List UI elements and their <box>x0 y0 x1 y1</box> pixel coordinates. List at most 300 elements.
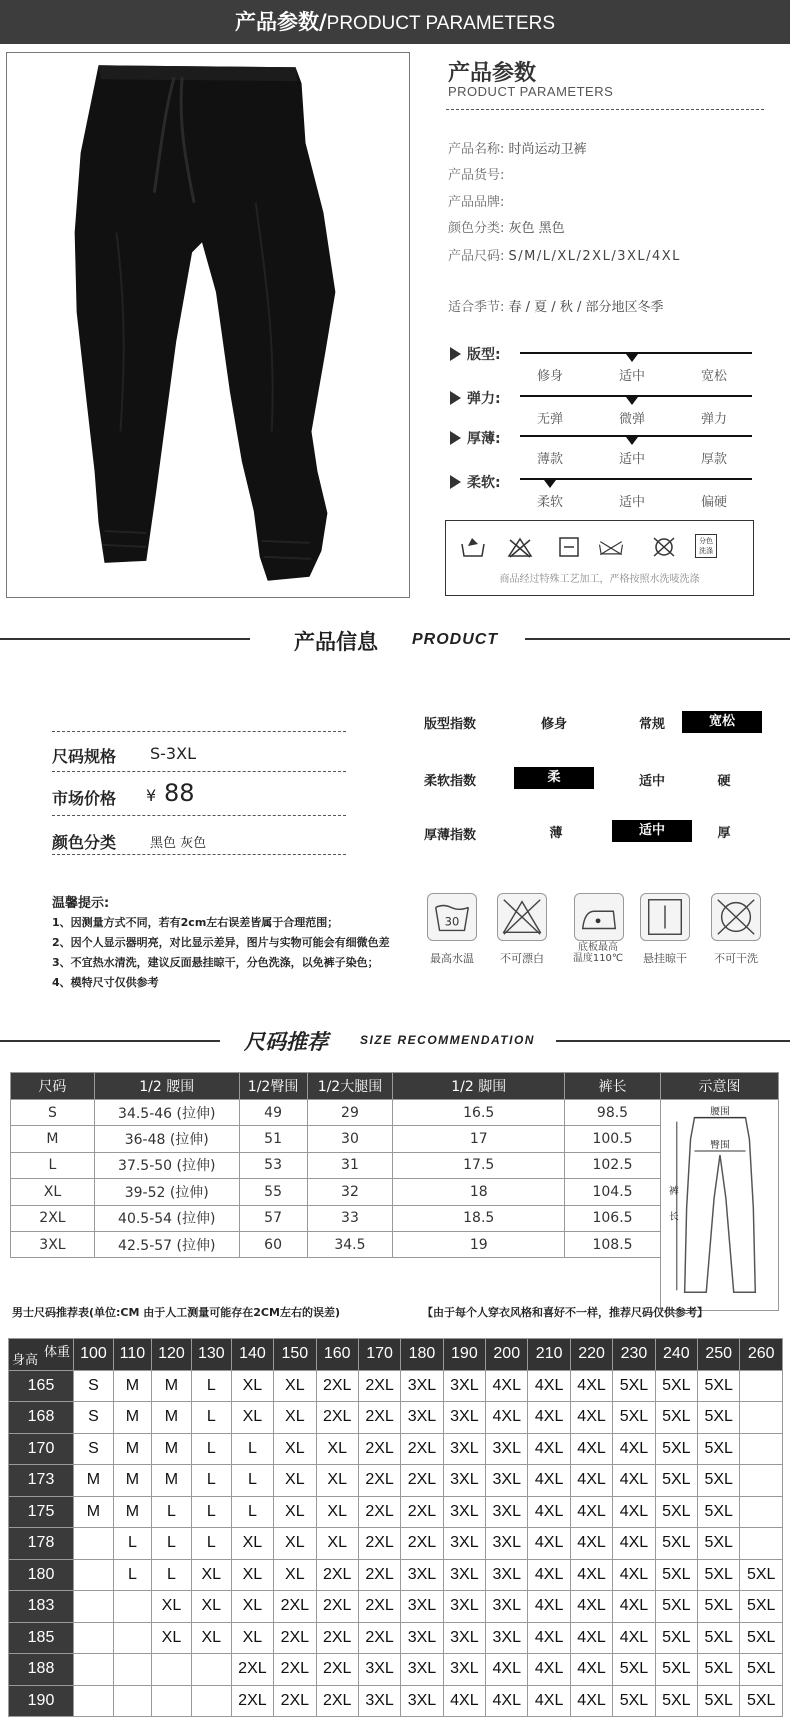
size-cell: XL <box>316 1528 358 1560</box>
size-cell: 2XL <box>401 1528 443 1560</box>
size-cell: M <box>113 1496 151 1528</box>
param-row-size: 产品尺码: S/M/L/XL/2XL/3XL/4XL <box>448 249 681 264</box>
size-cell: 3XL <box>443 1496 485 1528</box>
section-divider <box>0 638 250 640</box>
recommend-table-header <box>9 1339 783 1371</box>
size-cell: 4XL <box>443 1685 485 1717</box>
size-cell: 3XL <box>358 1654 400 1686</box>
size-cell: M <box>152 1370 192 1402</box>
height-header: 178 <box>9 1528 74 1560</box>
size-cell: 5XL <box>698 1654 740 1686</box>
size-cell: 5XL <box>655 1528 697 1560</box>
recommend-row <box>9 1528 783 1560</box>
param-row-color: 颜色分类: 灰色 黑色 <box>448 221 565 236</box>
care-note: 商品经过特殊工艺加工，严格按照水洗唛洗涤 <box>499 574 700 585</box>
size-cell: 3XL <box>443 1591 485 1623</box>
size-cell: 3XL <box>358 1685 400 1717</box>
size-cell: 4XL <box>528 1402 570 1434</box>
size-cell: 4XL <box>486 1402 528 1434</box>
size-cell: 5XL <box>740 1622 783 1654</box>
no-tumble-dry-icon <box>598 536 624 558</box>
size-cell: M <box>113 1370 151 1402</box>
size-cell: XL <box>231 1559 273 1591</box>
size-cell: XL <box>191 1622 231 1654</box>
size-cell: 2XL <box>401 1465 443 1497</box>
size-cell: 2XL <box>401 1496 443 1528</box>
size-cell: 3XL <box>401 1559 443 1591</box>
size-cell: 4XL <box>570 1465 612 1497</box>
no-dry-clean-icon <box>711 893 761 941</box>
recommend-row <box>9 1654 783 1686</box>
size-cell <box>152 1685 192 1717</box>
size-cell: XL <box>274 1370 316 1402</box>
table-row: XL 39-52 (拉伸) 55 32 18 104.5 <box>11 1179 779 1205</box>
svg-text:臀围: 臀围 <box>710 1140 731 1152</box>
size-cell: 3XL <box>401 1685 443 1717</box>
size-cell: 4XL <box>486 1685 528 1717</box>
size-cell: 2XL <box>274 1685 316 1717</box>
section-divider <box>525 638 790 640</box>
size-cell: S <box>74 1370 114 1402</box>
size-cell: 2XL <box>358 1465 400 1497</box>
fit-index-label: 版型指数 <box>424 717 477 732</box>
size-cell <box>74 1559 114 1591</box>
size-cell <box>152 1654 192 1686</box>
size-cell: XL <box>274 1402 316 1434</box>
size-cell: 2XL <box>231 1685 273 1717</box>
size-cell: 5XL <box>655 1622 697 1654</box>
scale-label-thickness: 厚薄: <box>450 428 501 448</box>
size-cell <box>191 1654 231 1686</box>
size-rec-title: 尺码推荐 <box>244 1030 328 1054</box>
size-cell: XL <box>231 1622 273 1654</box>
size-cell: 2XL <box>316 1370 358 1402</box>
size-cell: 4XL <box>570 1433 612 1465</box>
size-cell: 3XL <box>401 1370 443 1402</box>
scale-opt: 柔软 <box>536 495 563 510</box>
pants-diagram <box>660 1100 778 1311</box>
table-row: L 37.5-50 (拉伸) 53 31 17.5 102.5 <box>11 1152 779 1178</box>
size-cell <box>74 1654 114 1686</box>
tip-item: 4、模特尺寸仅供参考 <box>52 976 159 989</box>
scale-opt: 适中 <box>618 452 645 467</box>
triangle-icon <box>450 391 461 405</box>
table-row: 3XL 42.5-57 (拉伸) 60 34.5 19 108.5 <box>11 1231 779 1257</box>
size-cell: 5XL <box>655 1654 697 1686</box>
size-cell: 3XL <box>486 1528 528 1560</box>
size-cell: 4XL <box>528 1496 570 1528</box>
size-spec-value: S-3XL <box>150 744 196 763</box>
size-cell: M <box>152 1402 192 1434</box>
col-header: 裤长 <box>565 1073 661 1100</box>
header-title-cn: 产品参数 <box>234 10 319 34</box>
size-cell <box>113 1591 151 1623</box>
size-cell: 4XL <box>570 1591 612 1623</box>
svg-text:腰围: 腰围 <box>710 1106 731 1118</box>
recommend-row <box>9 1402 783 1434</box>
section-divider <box>0 1040 220 1042</box>
size-cell: XL <box>316 1496 358 1528</box>
table-row: M 36-48 (拉伸) 51 30 17 100.5 <box>11 1126 779 1152</box>
index-opt: 硬 <box>717 774 731 789</box>
scale-opt: 厚款 <box>700 452 727 467</box>
section-divider <box>556 1040 790 1042</box>
product-info-title-en: PRODUCT <box>412 631 499 648</box>
param-row-season: 适合季节: 春 / 夏 / 秋 / 部分地区冬季 <box>448 300 664 315</box>
weight-header: 220 <box>570 1339 612 1371</box>
size-cell <box>74 1591 114 1623</box>
size-cell: 4XL <box>570 1528 612 1560</box>
size-cell: 3XL <box>443 1622 485 1654</box>
size-cell: 3XL <box>443 1654 485 1686</box>
wash-label: 不可漂白 <box>500 952 544 965</box>
size-cell: 5XL <box>698 1685 740 1717</box>
params-subtitle: PRODUCT PARAMETERS <box>448 84 614 99</box>
height-header: 183 <box>9 1591 74 1623</box>
index-opt-selected: 柔 <box>514 767 594 789</box>
weight-header: 130 <box>191 1339 231 1371</box>
size-cell: L <box>191 1465 231 1497</box>
size-cell: XL <box>231 1528 273 1560</box>
size-cell: S <box>74 1402 114 1434</box>
size-cell: 3XL <box>443 1370 485 1402</box>
size-cell: 4XL <box>570 1559 612 1591</box>
weight-header: 150 <box>274 1339 316 1371</box>
size-cell: 5XL <box>613 1402 655 1434</box>
recommend-note-left: 男士尺码推荐表(单位:CM 由于人工测量可能存在2CM左右的误差) <box>12 1306 340 1319</box>
weight-header: 260 <box>740 1339 783 1371</box>
scale-opt: 适中 <box>618 495 645 510</box>
size-cell: 2XL <box>274 1654 316 1686</box>
size-cell <box>740 1433 783 1465</box>
scale-marker-fit <box>626 354 638 362</box>
size-cell: 3XL <box>486 1496 528 1528</box>
size-cell: 3XL <box>443 1433 485 1465</box>
size-cell: XL <box>274 1496 316 1528</box>
size-cell: 3XL <box>486 1622 528 1654</box>
size-cell: XL <box>274 1528 316 1560</box>
recommend-row <box>9 1496 783 1528</box>
size-cell: 2XL <box>316 1622 358 1654</box>
wash-30-icon <box>427 893 477 941</box>
size-cell <box>74 1528 114 1560</box>
recommend-row <box>9 1465 783 1497</box>
size-cell: 4XL <box>528 1559 570 1591</box>
size-cell: 5XL <box>655 1465 697 1497</box>
wash-label: 底板最高 温度110℃ <box>572 942 624 964</box>
size-cell: S <box>74 1433 114 1465</box>
weight-header: 120 <box>152 1339 192 1371</box>
weight-header: 240 <box>655 1339 697 1371</box>
size-cell: 2XL <box>316 1654 358 1686</box>
height-header: 170 <box>9 1433 74 1465</box>
size-cell: 2XL <box>358 1370 400 1402</box>
scale-marker-stretch <box>626 397 638 405</box>
size-cell: 3XL <box>401 1591 443 1623</box>
size-cell: XL <box>316 1465 358 1497</box>
size-cell: 3XL <box>401 1402 443 1434</box>
col-header: 示意图 <box>660 1073 778 1100</box>
hand-wash-icon <box>460 536 486 558</box>
info-divider <box>52 731 346 732</box>
size-cell: 2XL <box>358 1622 400 1654</box>
size-cell: 4XL <box>570 1370 612 1402</box>
size-cell <box>113 1654 151 1686</box>
size-cell: 2XL <box>316 1591 358 1623</box>
size-cell: 4XL <box>486 1370 528 1402</box>
size-cell: 4XL <box>570 1685 612 1717</box>
corner-cell: 体重 身高 <box>9 1339 74 1371</box>
size-cell: 3XL <box>486 1433 528 1465</box>
svg-text:裤: 裤 <box>669 1186 680 1198</box>
info-divider <box>52 854 346 855</box>
size-cell: 3XL <box>443 1528 485 1560</box>
size-cell: 5XL <box>655 1591 697 1623</box>
no-dry-clean-icon <box>651 536 677 558</box>
size-cell: L <box>231 1465 273 1497</box>
size-cell: 4XL <box>613 1559 655 1591</box>
size-cell: 2XL <box>274 1622 316 1654</box>
index-opt: 厚 <box>717 826 731 841</box>
size-cell: XL <box>231 1370 273 1402</box>
height-header: 173 <box>9 1465 74 1497</box>
size-cell: XL <box>152 1591 192 1623</box>
recommend-row <box>9 1685 783 1717</box>
weight-header: 170 <box>358 1339 400 1371</box>
product-photo <box>6 52 410 598</box>
weight-header: 140 <box>231 1339 273 1371</box>
scale-label-fit: 版型: <box>450 344 501 364</box>
size-cell: 4XL <box>570 1654 612 1686</box>
header-title-en: PRODUCT PARAMETERS <box>326 13 556 34</box>
size-cell: 5XL <box>655 1402 697 1434</box>
size-cell <box>740 1465 783 1497</box>
col-header: 1/2 腰围 <box>94 1073 239 1100</box>
index-opt: 常规 <box>638 717 665 732</box>
size-cell: M <box>152 1433 192 1465</box>
size-cell: 5XL <box>698 1496 740 1528</box>
size-cell: L <box>231 1433 273 1465</box>
index-opt: 修身 <box>540 717 567 732</box>
size-cell <box>740 1402 783 1434</box>
params-title: 产品参数 <box>448 61 537 86</box>
size-cell: 5XL <box>613 1685 655 1717</box>
scale-marker-softness <box>544 480 556 488</box>
size-cell: 5XL <box>740 1654 783 1686</box>
separate-wash-icon: 分色洗涤 <box>695 534 717 558</box>
size-cell: 5XL <box>655 1433 697 1465</box>
size-cell: 4XL <box>528 1528 570 1560</box>
index-opt-selected: 宽松 <box>682 711 762 733</box>
height-header: 190 <box>9 1685 74 1717</box>
size-cell: M <box>113 1402 151 1434</box>
size-cell <box>113 1622 151 1654</box>
size-cell: M <box>74 1496 114 1528</box>
size-cell: 4XL <box>528 1622 570 1654</box>
size-cell: 2XL <box>401 1433 443 1465</box>
price-label: 市场价格 <box>52 789 117 808</box>
info-divider <box>52 771 346 772</box>
size-cell: 4XL <box>613 1465 655 1497</box>
size-cell <box>740 1528 783 1560</box>
tip-item: 1、因测量方式不同，若有2cm左右误差皆属于合理范围； <box>52 916 339 929</box>
size-cell: 4XL <box>613 1591 655 1623</box>
size-cell: 4XL <box>486 1654 528 1686</box>
recommend-row <box>9 1622 783 1654</box>
scale-opt: 宽松 <box>700 369 727 384</box>
size-cell: 2XL <box>358 1559 400 1591</box>
thickness-index-label: 厚薄指数 <box>424 828 477 843</box>
size-cell: 5XL <box>698 1402 740 1434</box>
size-cell: 5XL <box>655 1370 697 1402</box>
page-header-bar <box>0 0 790 44</box>
size-cell: 2XL <box>274 1591 316 1623</box>
size-spec-label: 尺码规格 <box>52 747 117 766</box>
size-cell <box>113 1685 151 1717</box>
scale-marker-thickness <box>626 437 638 445</box>
size-cell: 2XL <box>358 1402 400 1434</box>
size-cell: 2XL <box>358 1528 400 1560</box>
size-cell: 2XL <box>358 1496 400 1528</box>
recommend-note-right: 【由于每个人穿衣风格和喜好不一样，推荐尺码仅供参考】 <box>422 1306 708 1319</box>
height-header: 180 <box>9 1559 74 1591</box>
flat-dry-icon <box>556 536 582 558</box>
size-cell: 4XL <box>528 1591 570 1623</box>
size-cell <box>740 1370 783 1402</box>
size-cell: 5XL <box>655 1685 697 1717</box>
color-label: 颜色分类 <box>52 833 117 852</box>
size-cell <box>191 1685 231 1717</box>
weight-header: 200 <box>486 1339 528 1371</box>
size-cell: 4XL <box>570 1622 612 1654</box>
size-cell: 5XL <box>613 1654 655 1686</box>
wash-label: 不可干洗 <box>714 952 758 965</box>
price-value: 88 <box>164 779 195 807</box>
no-bleach-icon <box>507 536 533 558</box>
no-bleach-icon <box>497 893 547 941</box>
size-cell: 4XL <box>528 1370 570 1402</box>
size-cell: 5XL <box>740 1591 783 1623</box>
size-cell: 5XL <box>698 1433 740 1465</box>
size-cell: 3XL <box>486 1465 528 1497</box>
size-rec-title-en: SIZE RECOMMENDATION <box>360 1033 535 1047</box>
recommend-row <box>9 1559 783 1591</box>
recommend-table <box>8 1338 783 1717</box>
size-table-header <box>11 1073 779 1100</box>
size-cell: 3XL <box>443 1465 485 1497</box>
size-cell: L <box>191 1528 231 1560</box>
triangle-icon <box>450 431 461 445</box>
size-cell: XL <box>191 1591 231 1623</box>
size-cell: 3XL <box>443 1559 485 1591</box>
scale-opt: 适中 <box>618 369 645 384</box>
hang-dry-icon <box>640 893 690 941</box>
params-divider <box>446 109 764 110</box>
scale-label-stretch: 弹力: <box>450 388 501 408</box>
param-row-name: 产品名称: 时尚运动卫裤 <box>448 142 587 157</box>
size-cell: L <box>231 1496 273 1528</box>
size-cell <box>740 1496 783 1528</box>
triangle-icon <box>450 347 461 361</box>
size-cell: M <box>74 1465 114 1497</box>
height-header: 185 <box>9 1622 74 1654</box>
size-cell: L <box>113 1559 151 1591</box>
size-cell: 5XL <box>698 1528 740 1560</box>
index-opt-selected: 适中 <box>612 820 692 842</box>
size-cell: 5XL <box>698 1622 740 1654</box>
size-cell: 5XL <box>655 1559 697 1591</box>
price-symbol: ¥ <box>146 786 157 805</box>
size-cell: M <box>113 1433 151 1465</box>
jogger-pants-image <box>7 53 409 597</box>
size-cell: 4XL <box>613 1622 655 1654</box>
tip-item: 2、因个人显示器明亮，对比显示差异，图片与实物可能会有细微色差 <box>52 936 390 949</box>
size-cell: 3XL <box>486 1591 528 1623</box>
size-cell: L <box>152 1528 192 1560</box>
size-cell: 5XL <box>698 1559 740 1591</box>
size-cell: XL <box>231 1591 273 1623</box>
size-table <box>10 1072 779 1311</box>
scale-opt: 偏硬 <box>700 495 727 510</box>
size-cell: 2XL <box>316 1402 358 1434</box>
size-cell: 4XL <box>613 1528 655 1560</box>
weight-header: 160 <box>316 1339 358 1371</box>
size-cell: 3XL <box>401 1654 443 1686</box>
scale-opt: 无弹 <box>536 412 563 427</box>
size-cell: 4XL <box>570 1402 612 1434</box>
size-cell: 4XL <box>528 1433 570 1465</box>
size-cell: 4XL <box>613 1496 655 1528</box>
size-cell: 4XL <box>528 1465 570 1497</box>
scale-label-softness: 柔软: <box>450 472 501 492</box>
col-header: 尺码 <box>11 1073 95 1100</box>
size-cell: 4XL <box>528 1654 570 1686</box>
size-cell: 2XL <box>358 1591 400 1623</box>
weight-header: 180 <box>401 1339 443 1371</box>
weight-header: 230 <box>613 1339 655 1371</box>
table-row: 2XL 40.5-54 (拉伸) 57 33 18.5 106.5 <box>11 1205 779 1231</box>
scale-opt: 微弹 <box>618 412 645 427</box>
size-cell: 3XL <box>401 1622 443 1654</box>
table-row: S 34.5-46 (拉伸) 49 29 16.5 98.5 腰围 臀围 裤 长 <box>11 1100 779 1126</box>
height-header: 188 <box>9 1654 74 1686</box>
size-cell: 2XL <box>358 1433 400 1465</box>
product-info-title: 产品信息 <box>294 630 378 654</box>
size-cell: 3XL <box>486 1559 528 1591</box>
tips-title: 温馨提示: <box>52 896 110 911</box>
color-value: 黑色 灰色 <box>150 836 207 851</box>
size-cell: 5XL <box>698 1591 740 1623</box>
size-cell: 4XL <box>613 1433 655 1465</box>
size-cell: XL <box>231 1402 273 1434</box>
size-cell: XL <box>191 1559 231 1591</box>
size-cell: 3XL <box>443 1402 485 1434</box>
recommend-row <box>9 1591 783 1623</box>
size-cell: 5XL <box>613 1370 655 1402</box>
tip-item: 3、不宜热水清洗，建议反面悬挂晾干，分色洗涤，以免裤子染色； <box>52 956 379 969</box>
triangle-icon <box>450 475 461 489</box>
softness-index-label: 柔软指数 <box>424 774 477 789</box>
svg-text:30: 30 <box>444 914 460 929</box>
weight-header: 250 <box>698 1339 740 1371</box>
size-cell: L <box>191 1370 231 1402</box>
weight-header: 210 <box>528 1339 570 1371</box>
weight-header: 110 <box>113 1339 151 1371</box>
size-cell: 5XL <box>740 1685 783 1717</box>
size-cell: 2XL <box>316 1559 358 1591</box>
height-header: 175 <box>9 1496 74 1528</box>
size-cell: XL <box>316 1433 358 1465</box>
